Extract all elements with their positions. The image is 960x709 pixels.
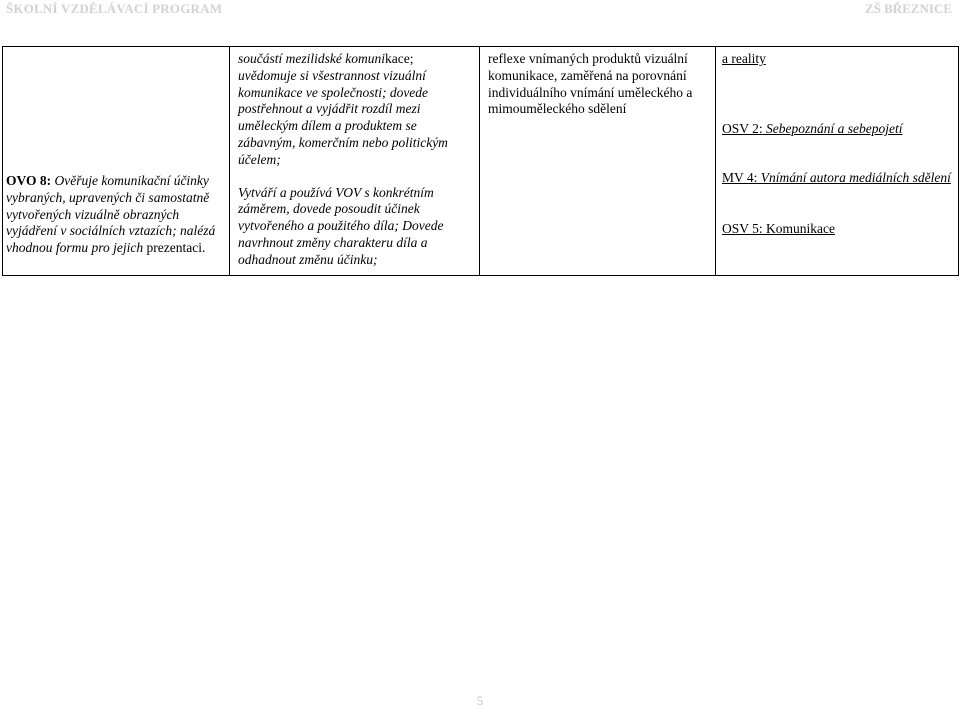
- page-header: [0, 0, 960, 20]
- table-row: [3, 47, 959, 276]
- curriculum-content-cell: [480, 47, 716, 276]
- outcome-text: [3, 47, 229, 257]
- expected-result-paragraph-2: Vytváří a používá VOV s konkrétním záměrem, dovede posoudit účinek vytvořeného a použitého díla; Dovede navrhnout změny charakteru díla a odhadnout změnu účinku;: [238, 184, 444, 267]
- program-title: ŠKOLNÍ VZDĚLÁVACÍ PROGRAM: [6, 1, 223, 16]
- expected-result-paragraph-1: součástí mezilidské komunikace; uvědomuje si všestrannost vizuální komunikace ve společnosti; dovede postřehnout a vyjádřit rozdíl mezi uměleckým dílem a produktem se zábavným, komerčním nebo politickým účelem;: [238, 51, 448, 167]
- theme-osv2: OSV 2: Sebepoznání a sebepojetí: [722, 120, 903, 136]
- cross-cutting-themes-cell: [716, 47, 959, 276]
- theme-line-reality: a reality: [722, 51, 766, 66]
- school-name: ZŠ BŘEZNICE: [864, 1, 952, 16]
- curriculum-table: [2, 46, 959, 276]
- curriculum-content-text: reflexe vnímaných produktů vizuální komunikace, zaměřená na porovnání individuálního vnímání uměleckého a mimouměleckého sdělení: [488, 51, 693, 117]
- outcome-label: OVO 8:: [6, 173, 52, 188]
- outcome-end: prezentaci.: [146, 240, 206, 256]
- expected-result-cell: [230, 47, 480, 276]
- outcome-description: Ověřuje komunikační účinky vybraných, upravených či samostatně vytvořených vizuálně obrazných vyjádření v sociálních vztazích; nalézá vhodnou formu pro jejich: [6, 173, 216, 256]
- theme-osv5: OSV 5: Komunikace: [722, 221, 835, 237]
- page-number: 5: [476, 693, 484, 708]
- outcome-cell: [3, 47, 230, 276]
- theme-mv4: MV 4: Vnímání autora mediálních sdělení: [722, 169, 951, 185]
